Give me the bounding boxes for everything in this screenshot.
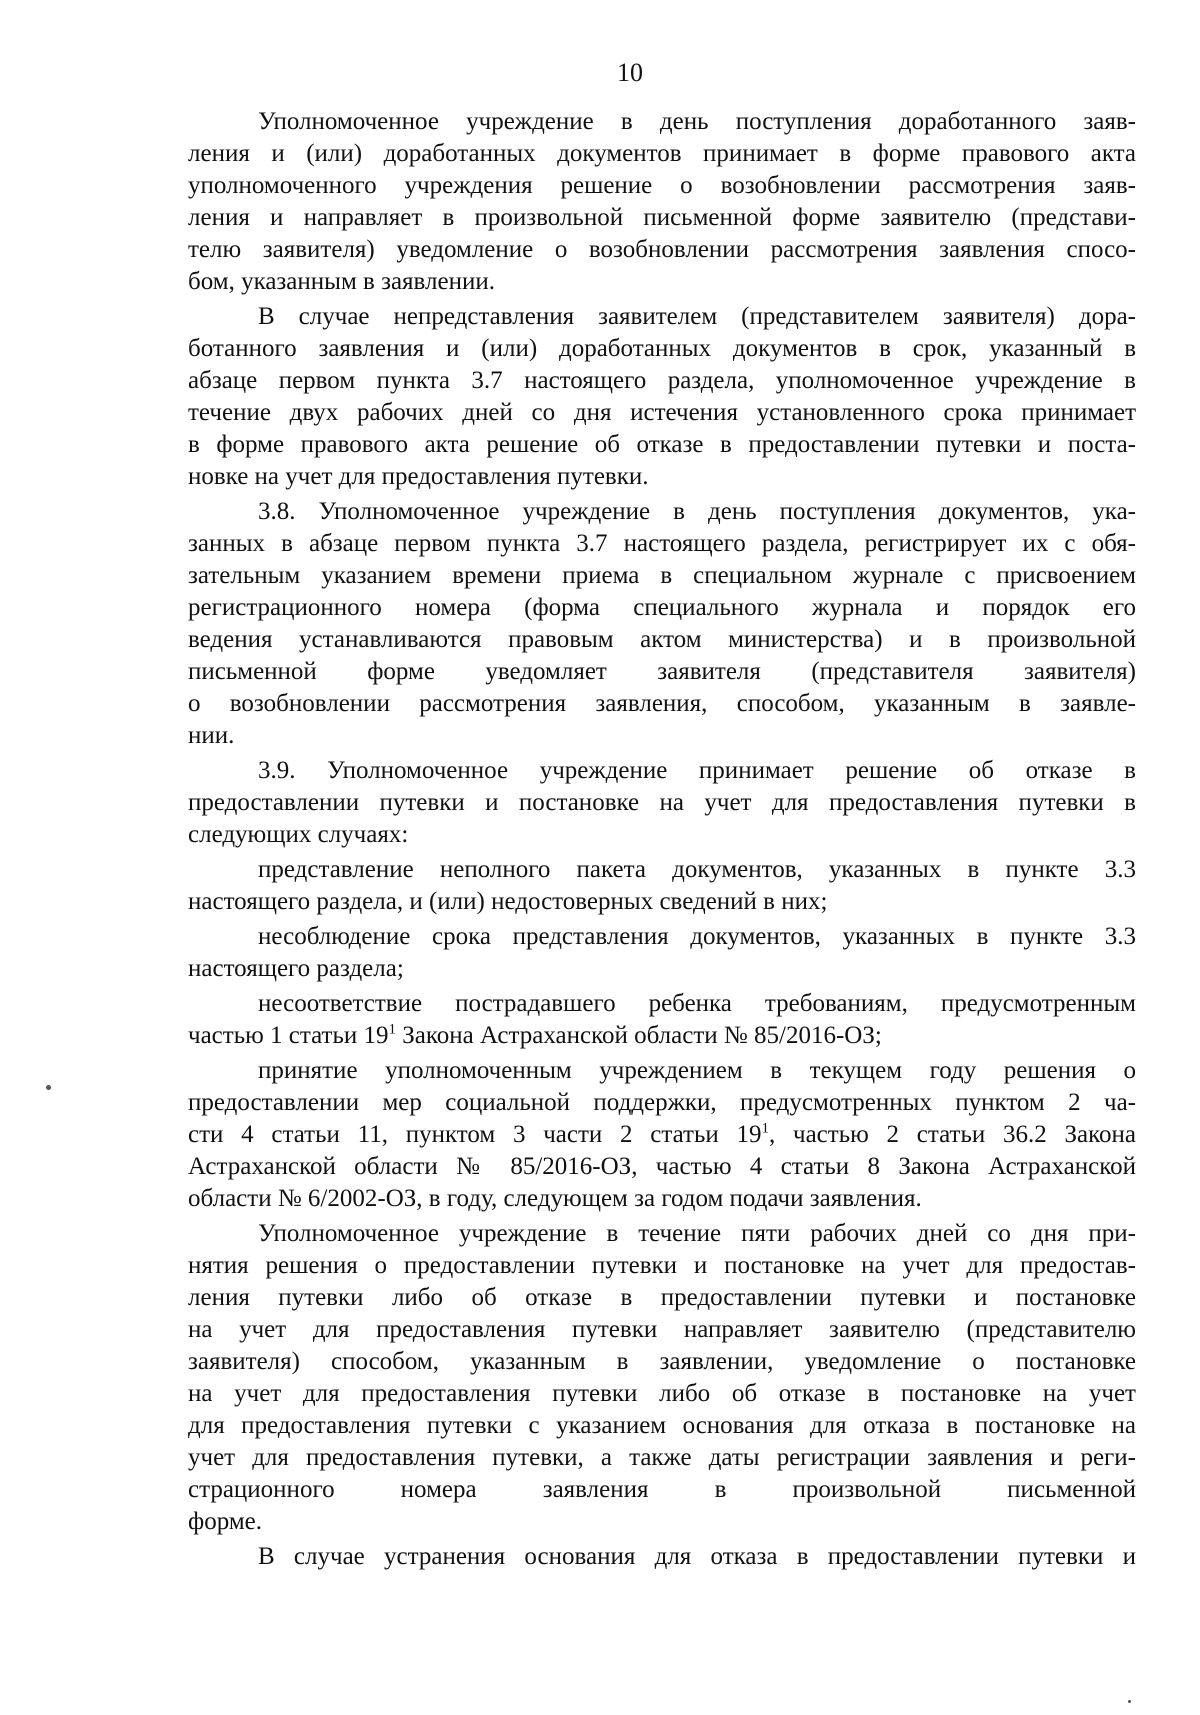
text-line [188,1282,1136,1314]
text-line-content: на учет для предоставления путевки направляет заявителю (представителю [188,1316,1136,1343]
text-line [188,1314,1136,1346]
text-line-content: настоящего раздела, и (или) недостоверных сведений в них; [188,888,828,915]
text-line [188,301,1136,333]
text-line-content: сти 4 статьи 11, пунктом 3 части 2 статьи 19 [188,1121,762,1148]
text-line-content: зательным указанием времени приема в специальном журнале с присвоением [188,562,1136,589]
text-line [188,365,1136,397]
text-line-content: несоблюдение срока представления документов, указанных в пункте 3.3 [258,923,1136,950]
text-line [188,1442,1136,1474]
text-line-content: ботанного заявления и (или) доработанных документов в срок, указанный в [188,335,1136,362]
text-line-content: несоответствие пострадавшего ребенка требованиям, предусмотренным [258,990,1136,1017]
scan-speck [46,1085,51,1090]
text-line [188,528,1136,560]
text-line [188,921,1136,953]
superscript: 1 [761,1120,770,1137]
text-line-content: учет для предоставления путевки, а также даты регистрации заявления и реги- [188,1444,1136,1471]
text-line [188,138,1136,170]
text-line-content: занных в абзаце первом пункта 3.7 настоящего раздела, регистрирует их с обя- [188,530,1136,557]
text-line [188,1378,1136,1410]
text-line [188,1055,1136,1087]
text-line [188,1218,1136,1250]
text-line-content: Уполномоченное учреждение в течение пяти рабочих дней со дня при- [258,1220,1136,1247]
text-line-tail: , частью 2 статьи 36.2 Закона [769,1121,1136,1148]
text-line [188,461,1136,493]
text-line [188,787,1136,819]
text-line-content: предоставлении путевки и постановке на учет для предоставления путевки в [188,789,1136,816]
text-line-content: 3.9. Уполномоченное учреждение принимает решение об отказе в [258,757,1136,784]
text-line [188,234,1136,266]
text-line [188,333,1136,365]
text-line [188,266,1136,298]
text-line-content: бом, указанным в заявлении. [188,268,495,295]
text-line-content: предоставлении мер социальной поддержки, предусмотренных пунктом 2 ча- [188,1089,1136,1116]
text-line [188,656,1136,688]
text-line [188,1151,1136,1183]
text-line-content: 3.8. Уполномоченное учреждение в день поступления документов, ука- [258,498,1136,525]
text-line-content: принятие уполномоченным учреждением в текущем году решения о [258,1057,1136,1084]
document-body [188,106,1136,1573]
text-line [188,720,1136,752]
text-line-content: на учет для предоставления путевки либо об отказе в постановке на учет [188,1380,1136,1407]
text-line-content: следующих случаях: [188,821,409,848]
text-line-content: для предоставления путевки с указанием основания для отказа в постановке на [188,1412,1136,1439]
text-line [188,429,1136,461]
text-line [188,1087,1136,1119]
text-line-content: области № 6/2002-ОЗ, в году, следующем за годом подачи заявления. [188,1185,922,1212]
text-line [188,886,1136,918]
text-line [188,1250,1136,1282]
text-line [188,688,1136,720]
text-line [188,1541,1136,1573]
text-line [188,106,1136,138]
text-line-content: частью 1 статьи 19 [188,1022,389,1049]
page-number: 10 [617,58,643,87]
text-line [188,1183,1136,1215]
text-line [188,202,1136,234]
text-line [188,397,1136,429]
text-line-content: Астраханской области № 85/2016-ОЗ, частью 4 статьи 8 Закона Астраханской [188,1153,1136,1180]
text-line-content: нятия решения о предоставлении путевки и постановке на учет для предостав- [188,1252,1136,1279]
text-line-content: ления путевки либо об отказе в предоставлении путевки и постановке [188,1284,1136,1311]
text-line [188,1506,1136,1538]
text-line-content: ления и (или) доработанных документов принимает в форме правового акта [188,140,1136,167]
text-line-content: представление неполного пакета документов, указанных в пункте 3.3 [258,856,1136,883]
scan-speck [1128,1700,1131,1703]
text-line [188,1119,1136,1151]
superscript: 1 [388,1021,397,1038]
text-line [188,953,1136,985]
text-line [188,1410,1136,1442]
text-line-content: абзаце первом пункта 3.7 настоящего раздела, уполномоченное учреждение в [188,367,1136,394]
text-line [188,1020,1136,1052]
text-line-content: о возобновлении рассмотрения заявления, способом, указанным в заявле- [188,690,1136,717]
text-line-content: форме. [188,1508,262,1535]
text-line-content: Уполномоченное учреждение в день поступления доработанного заяв- [258,108,1136,135]
text-line-content: течение двух рабочих дней со дня истечения установленного срока принимает [188,399,1136,426]
text-line [188,755,1136,787]
text-line-content: письменной форме уведомляет заявителя (представителя заявителя) [188,658,1136,685]
text-line [188,624,1136,656]
text-line-content: нии. [188,722,235,749]
text-line [188,592,1136,624]
text-line-tail: Закона Астраханской области № 85/2016-ОЗ; [396,1022,882,1049]
text-line [188,170,1136,202]
text-line [188,819,1136,851]
text-line-content: В случае устранения основания для отказа в предоставлении путевки и [258,1543,1136,1570]
text-line [188,1474,1136,1506]
text-line-content: ления и направляет в произвольной письменной форме заявителю (представи- [188,204,1136,231]
text-line [188,854,1136,886]
text-line [188,560,1136,592]
text-line-content: настоящего раздела; [188,955,404,982]
text-line-content: В случае непредставления заявителем (представителем заявителя) дора- [258,303,1136,330]
text-line-content: новке на учет для предоставления путевки. [188,463,649,490]
text-line-content: уполномоченного учреждения решение о возобновлении рассмотрения заяв- [188,172,1136,199]
text-line-content: в форме правового акта решение об отказе в предоставлении путевки и поста- [188,431,1136,458]
text-line-content: ведения устанавливаются правовым актом министерства) и в произвольной [188,626,1136,653]
text-line-content: страционного номера заявления в произвольной письменной [188,1476,1136,1503]
text-line [188,1346,1136,1378]
text-line-content: регистрационного номера (форма специального журнала и порядок его [188,594,1136,621]
text-line-content: телю заявителя) уведомление о возобновлении рассмотрения заявления спосо- [188,236,1136,263]
text-line [188,496,1136,528]
text-line-content: заявителя) способом, указанным в заявлении, уведомление о постановке [188,1348,1136,1375]
text-line [188,988,1136,1020]
